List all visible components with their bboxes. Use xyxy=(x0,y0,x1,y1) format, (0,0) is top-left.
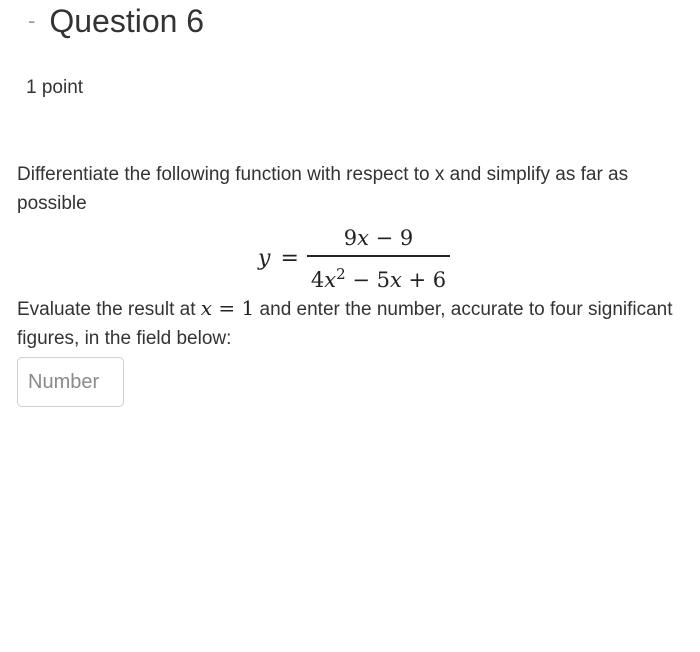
numerator-coef: 9 xyxy=(343,226,358,250)
fraction-bar xyxy=(307,255,450,257)
evaluate-instruction xyxy=(17,294,682,353)
equation-relation: = xyxy=(280,246,299,272)
fraction-denominator xyxy=(307,260,450,294)
denominator-coef: 4 xyxy=(310,267,325,292)
numerator-var: x xyxy=(357,226,369,250)
question-points: 1 point xyxy=(26,77,84,98)
evaluate-before: Evaluate the result at xyxy=(17,299,201,320)
number-input[interactable] xyxy=(17,357,124,407)
collapse-toggle[interactable]: - xyxy=(28,8,36,33)
question-prompt: Differentiate the following function with respect to x and simplify as far as possible xyxy=(17,164,629,214)
answer-field-wrapper xyxy=(17,357,124,407)
question-header xyxy=(28,0,204,42)
question-title: Question 6 xyxy=(49,3,205,39)
function-equation xyxy=(258,224,450,294)
denominator-exponent: 2 xyxy=(336,264,346,283)
evaluate-var: x xyxy=(200,296,213,320)
fraction-numerator xyxy=(340,224,418,252)
evaluate-relation: = xyxy=(212,296,242,320)
equation-lhs: y xyxy=(258,246,271,272)
evaluate-value: 1 xyxy=(241,296,255,320)
denominator-rest1: − 5 xyxy=(345,267,390,292)
numerator-rest: − 9 xyxy=(368,226,414,250)
denominator-var2: x xyxy=(389,267,402,292)
evaluate-after: and enter the number, accurate to four significant figures, in the field below: xyxy=(17,299,673,349)
denominator-rest2: + 6 xyxy=(401,267,447,292)
denominator-var: x xyxy=(324,267,337,292)
evaluate-math xyxy=(201,296,255,320)
equation-fraction xyxy=(307,224,450,294)
